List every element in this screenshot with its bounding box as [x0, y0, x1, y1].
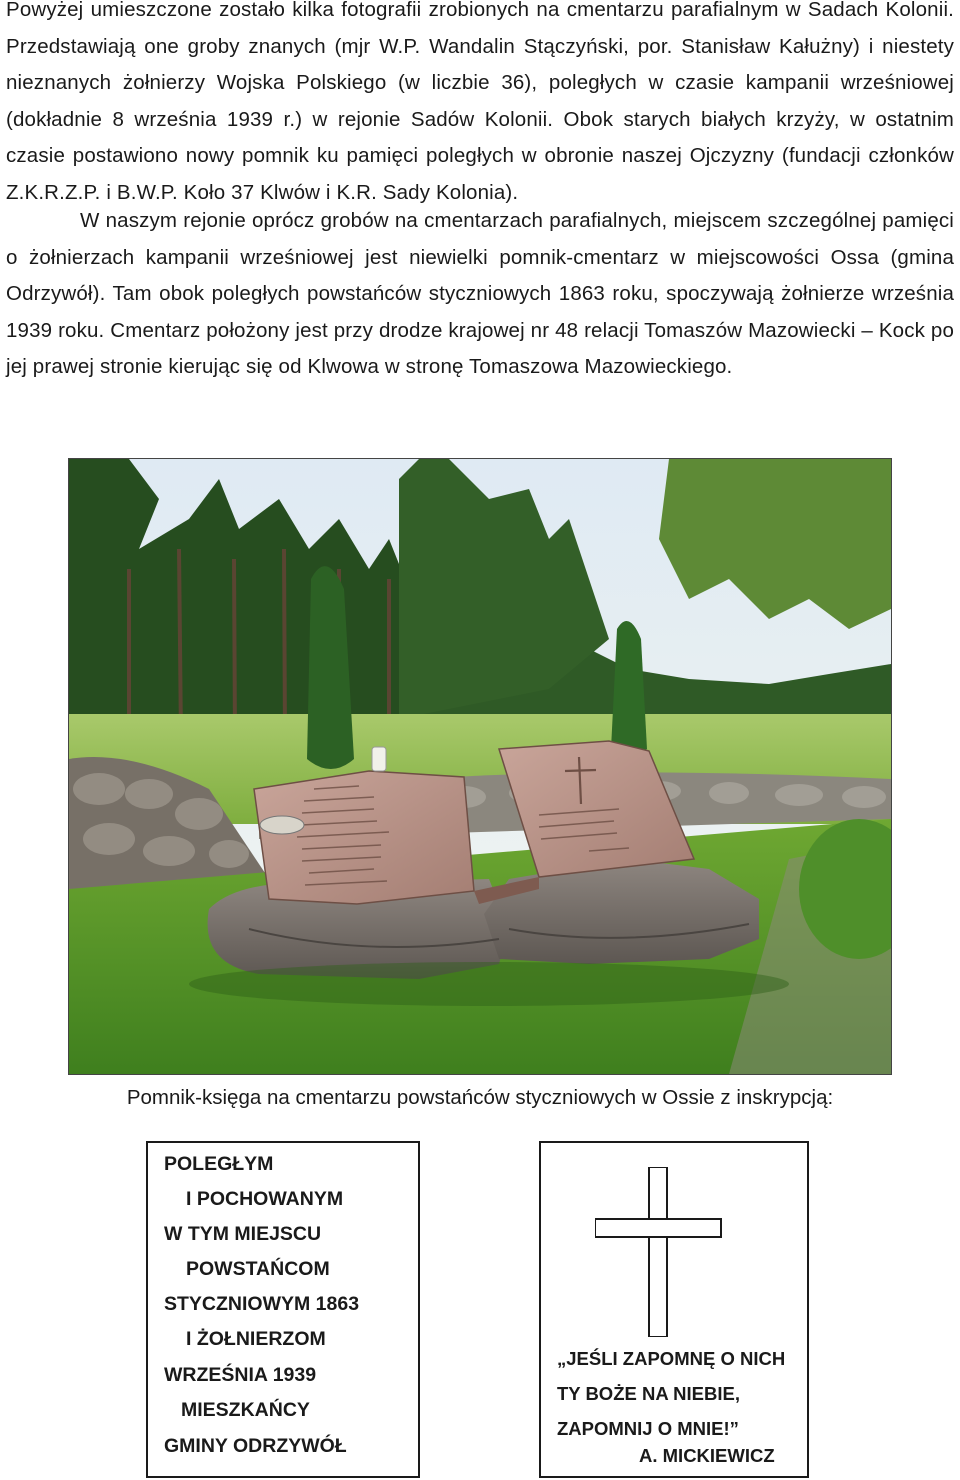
inscription-right-box: [539, 1141, 809, 1478]
inscription-line: MIESZKAŃCY: [181, 1399, 310, 1421]
cross-icon: [595, 1167, 745, 1337]
memorial-photo: [68, 458, 892, 1075]
inscription-line: STYCZNIOWYM 1863: [164, 1293, 360, 1315]
quote-line: „JEŚLI ZAPOMNĘ O NICH: [557, 1348, 786, 1369]
inscription-line: I ŻOŁNIERZOM: [186, 1328, 326, 1350]
inscription-line: I POCHOWANYM: [186, 1188, 344, 1210]
inscription-line: POLEGŁYM: [164, 1153, 274, 1175]
inscription-line: POWSTAŃCOM: [186, 1258, 330, 1280]
inscription-line: W TYM MIEJSCU: [164, 1223, 322, 1245]
intro-paragraph: Powyżej umieszczone zostało kilka fotografii zrobionych na cmentarzu parafialnym w Sadach Kolonii. Przedstawiają one groby znanych (mjr W.P. Wandalin Stączyński, por. Stanisław Kałużny) i niestety nieznanych żołnierzy Wojska Polskiego (w liczbie 36), poległych w czasie kampanii wrześniowej (dokładnie 8 września 1939 r.) w rejonie Sadów Kolonii. Obok starych białych krzyży, w ostatnim czasie postawiono nowy pomnik ku pamięci poległych w obronie naszej Ojczyzny (fundacji członków Z.K.R.Z.P. i B.W.P. Koło 37 Klwów i K.R. Sady Kolonia).: [6, 0, 954, 204]
inscription-line: WRZEŚNIA 1939: [164, 1364, 317, 1386]
photo-caption: Pomnik-księga na cmentarzu powstańców styczniowych w Ossie z inskrypcją:: [126, 1086, 834, 1109]
inscription-line: GMINY ODRZYWÓŁ: [164, 1435, 347, 1457]
ossa-paragraph: W naszym rejonie oprócz grobów na cmentarzach parafialnych, miejscem szczególnej pamięci o żołnierzach kampanii wrześniowej jest niewielki pomnik-cmentarz w miejscowości Ossa (gmina Odrzywół). Tam obok poległych powstańców styczniowych 1863 roku, spoczywają żołnierze września 1939 roku. Cmentarz położony jest przy drodze krajowej nr 48 relacji Tomaszów Mazowiecki – Kock po jej prawej stronie kierując się od Klwowa w stronę Tomaszowa Mazowieckiego.: [6, 209, 954, 379]
quote-line: TY BOŻE NA NIEBIE,: [557, 1383, 740, 1404]
inscription-left-box: [146, 1141, 420, 1478]
quote-author: A. MICKIEWICZ: [639, 1445, 775, 1466]
quote-line: ZAPOMNIJ O MNIE!”: [557, 1418, 739, 1439]
